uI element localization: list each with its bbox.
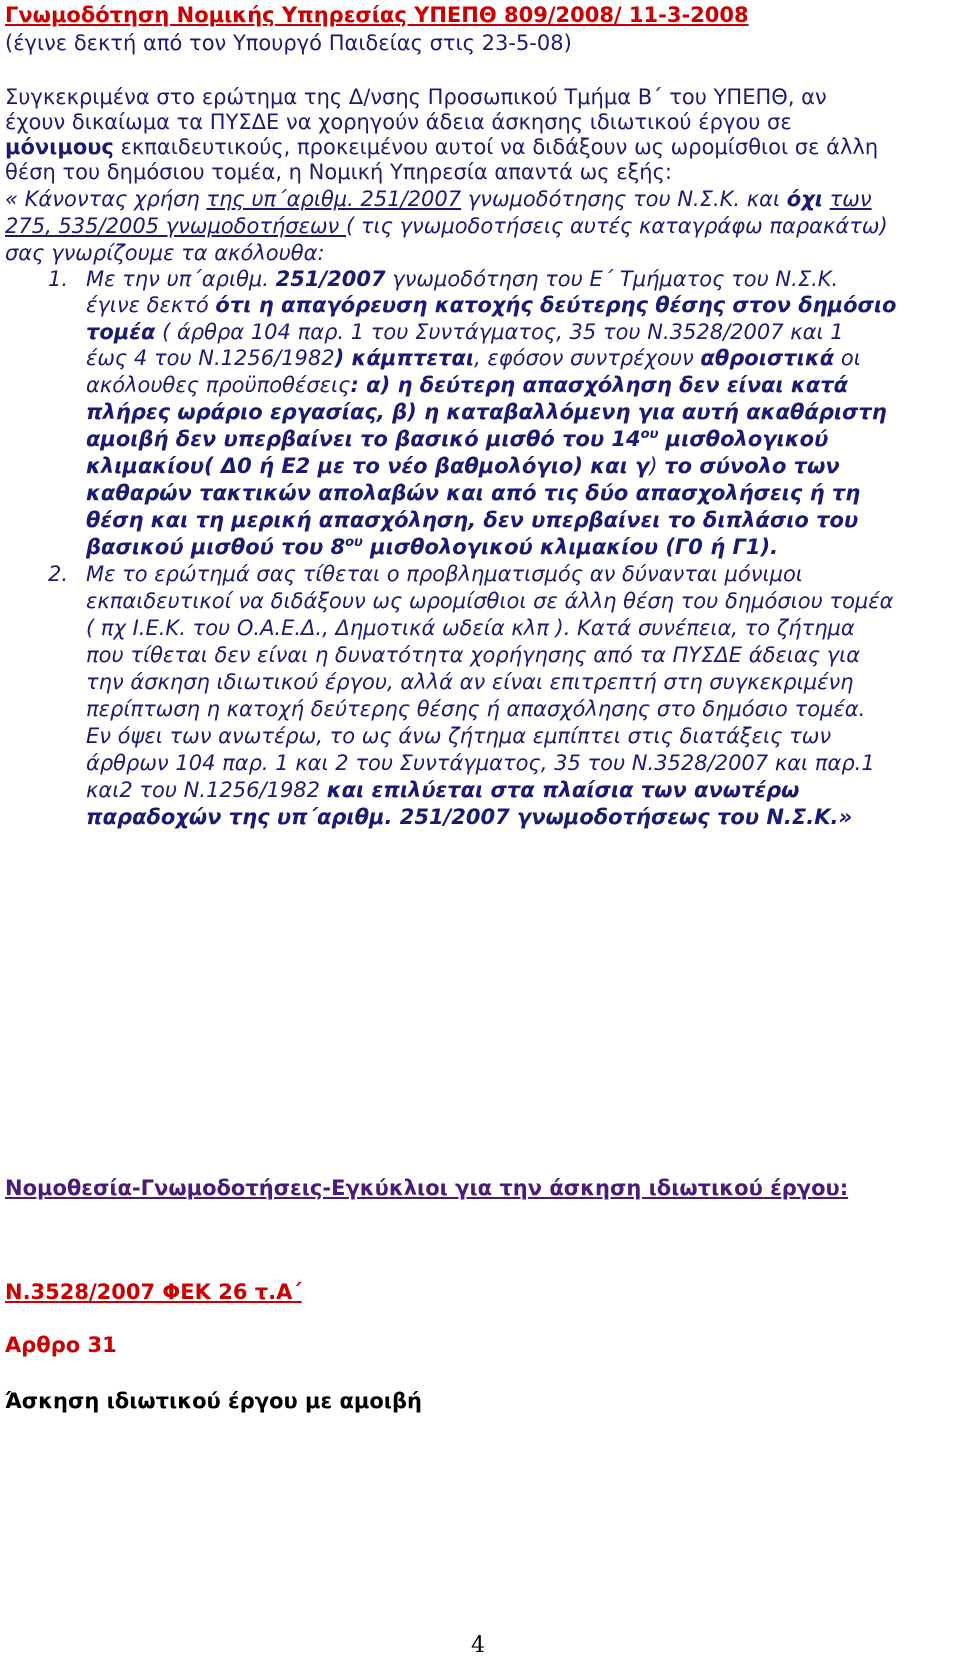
document-subtitle: (έγινε δεκτή από τον Υπουργό Παιδείας στις 23-5-08) — [5, 31, 572, 55]
quote-underlined: της υπ΄αριθμ. 251/2007 — [206, 187, 462, 211]
item1-emphasis: ) κάμπτεται — [334, 346, 475, 370]
item1-line — [86, 345, 861, 371]
item2-text: και2 του Ν.1256/1982 — [86, 778, 327, 802]
item1-emphasis: βασικού μισθού του 8 — [86, 535, 346, 559]
item2-line: Με το ερώτημά σας τίθεται ο προβληματισμός αν δύνανται μόνιμοι — [86, 562, 803, 586]
item1-emphasis: 251/2007 — [275, 267, 386, 291]
quote-text: γνωμοδότησης του Ν.Σ.Κ. και — [461, 187, 787, 211]
item1-emphasis: : α) η δεύτερη απασχόληση δεν είναι κατά — [350, 373, 849, 397]
item1-line — [86, 266, 838, 292]
item1-text: ( άρθρα 104 παρ. 1 του Συντάγματος, 35 του Ν.3528/2007 και 1 — [155, 320, 844, 344]
item1-emphasis: το σύνολο των — [664, 454, 840, 478]
intro-text: εκπαιδευτικούς, προκειμένου αυτοί να διδάξουν ως ωρομίσθιοι σε άλλη — [113, 135, 879, 159]
item1-emphasis: μισθολογικού — [658, 427, 829, 451]
item1-emphasis: αμοιβή δεν υπερβαίνει το βασικό μισθό του 14 — [86, 427, 641, 451]
item1-emphasis: τομέα — [86, 320, 156, 344]
quote-text — [823, 187, 830, 211]
item2-line: την άσκηση ιδιωτικού έργου, αλλά αν είναι επιτρεπτή στη συγκεκριμένη — [86, 670, 854, 694]
item1-text: Με την υπ΄αριθμ. — [86, 267, 276, 291]
item1-line — [86, 292, 896, 318]
page-number: 4 — [471, 1633, 485, 1658]
item2-emphasis: και επιλύεται στα πλαίσια των ανωτέρω — [326, 778, 800, 802]
item2-number: 2. — [48, 562, 69, 586]
item2-line: παραδοχών της υπ΄αριθμ. 251/2007 γνωμοδοτήσεως του Ν.Σ.Κ.» — [86, 805, 853, 829]
item2-line: περίπτωση η κατοχή δεύτερης θέσης ή απασχόλησης στο δημόσιο τομέα. — [86, 697, 866, 721]
item1-text: έγινε δεκτό — [86, 293, 216, 317]
quote-underlined: των — [829, 187, 872, 211]
quote-line — [5, 186, 872, 212]
intro-line: θέση του δημόσιου τομέα, η Νομική Υπηρεσία απαντά ως εξής: — [5, 160, 673, 184]
quote-text: ( τις γνωμοδοτήσεις αυτές καταγράφω παρακάτω) — [345, 214, 888, 238]
section-heading-link[interactable]: Νομοθεσία-Γνωμοδοτήσεις-Εγκύκλιοι για την άσκηση ιδιωτικού έργου: — [5, 1176, 849, 1200]
item1-text: ακόλουθες προϋποθέσεις — [86, 373, 351, 397]
item1-line — [86, 372, 848, 398]
item1-line — [86, 319, 844, 345]
item1-emphasis: ότι η απαγόρευση κατοχής δεύτερης θέσης στον δημόσιο — [215, 293, 897, 317]
law-title[interactable]: Ν.3528/2007 ΦΕΚ 26 τ.Α΄ — [5, 1280, 302, 1304]
item1-text: έως 4 του Ν.1256/1982 — [86, 346, 335, 370]
item1-line — [86, 534, 778, 560]
article-subtitle: Άσκηση ιδιωτικού έργου με αμοιβή — [5, 1389, 422, 1413]
item1-line: πλήρες ωράριο εργασίας, β) η καταβαλλόμενη για αυτή ακαθάριστη — [86, 400, 887, 424]
intro-line: έχουν δικαίωμα τα ΠΥΣΔΕ να χορηγούν άδεια άσκησης ιδιωτικού έργου σε — [5, 110, 792, 134]
item1-text: γνωμοδότηση του Ε΄ Τμήματος του Ν.Σ.Κ. — [385, 267, 839, 291]
quote-underlined: 275, 535/2005 γνωμοδοτήσεων — [5, 214, 346, 238]
item2-line — [86, 777, 799, 803]
intro-line — [5, 134, 878, 160]
article-number: Αρθρο 31 — [5, 1333, 117, 1357]
quote-emphasis: όχι — [786, 187, 823, 211]
quote-line — [5, 213, 888, 239]
item2-line: που τίθεται δεν είναι η δυνατότητα χορήγησης από τα ΠΥΣΔΕ άδειας για — [86, 643, 861, 667]
item1-emphasis: κλιμακίου( Δ0 ή Ε2 με το νέο βαθμολόγιο) και γ — [86, 454, 650, 478]
intro-emphasis: μόνιμους — [5, 135, 114, 159]
item2-line: εκπαιδευτικοί να διδάξουν ως ωρομίσθιοι σε άλλη θέση του δημόσιου τομέα — [86, 589, 894, 613]
item1-text: ) — [649, 454, 665, 478]
item1-line — [86, 453, 840, 479]
item1-superscript: ου — [345, 535, 363, 550]
item1-line: θέση και τη μερική απασχόληση, δεν υπερβαίνει το διπλάσιο του — [86, 508, 859, 532]
quote-line: σας γνωρίζουμε τα ακόλουθα: — [5, 241, 325, 265]
intro-line: Συγκεκριμένα στο ερώτημα της Δ/νσης Προσωπικού Τμήμα Β΄ του ΥΠΕΠΘ, αν — [5, 85, 827, 109]
item1-superscript: ου — [640, 427, 659, 442]
document-title: Γνωμοδότηση Νομικής Υπηρεσίας ΥΠΕΠΘ 809/2008/ 11-3-2008 — [5, 3, 749, 27]
item1-emphasis: αθροιστικά — [700, 346, 835, 370]
item1-line: καθαρών τακτικών απολαβών και από τις δύο απασχολήσεις ή τη — [86, 481, 861, 505]
item2-line: άρθρων 104 παρ. 1 και 2 του Συντάγματος, 35 του Ν.3528/2007 και παρ.1 — [86, 751, 875, 775]
item1-emphasis: μισθολογικού κλιμακίου (Γ0 ή Γ1). — [362, 535, 779, 559]
item1-text: οι — [834, 346, 861, 370]
item2-line: Εν όψει των ανωτέρω, το ως άνω ζήτημα εμπίπτει στις διατάξεις των — [86, 724, 832, 748]
quote-text: « Κάνοντας χρήση — [5, 187, 207, 211]
item2-line: ( πχ Ι.Ε.Κ. του Ο.Α.Ε.Δ., Δημοτικά ωδεία κλπ ). Κατά συνέπεια, το ζήτημα — [86, 616, 855, 640]
item1-number: 1. — [48, 267, 69, 291]
item1-line — [86, 426, 828, 452]
item1-text: , εφόσον συντρέχουν — [474, 346, 701, 370]
